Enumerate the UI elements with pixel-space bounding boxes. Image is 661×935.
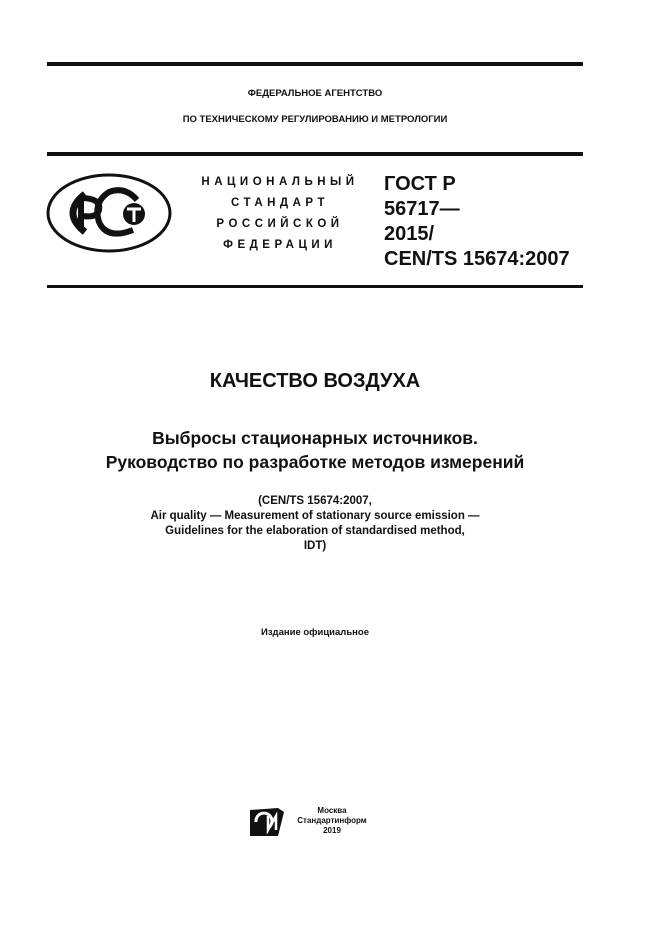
standard-type-line: НАЦИОНАЛЬНЫЙ — [201, 176, 359, 188]
subtitle-line: Руководство по разработке методов измерений — [105, 452, 525, 472]
standard-type — [196, 172, 364, 256]
subtitle-line: Выбросы стационарных источников. — [152, 428, 478, 448]
standard-type-line: РОССИЙСКОЙ — [216, 218, 344, 230]
document-title: КАЧЕСТВО ВОЗДУХА — [209, 370, 421, 392]
original-line: Air quality — Measurement of stationary source emission — — [150, 510, 480, 522]
designation-line: 2015/ — [384, 223, 435, 245]
designation-line: ГОСТ Р — [384, 173, 456, 195]
designation — [384, 172, 570, 272]
standard-type-line: ФЕДЕРАЦИИ — [223, 239, 337, 251]
publisher-city: Москва — [317, 806, 347, 815]
agency-line-1: ФЕДЕРАЛЬНОЕ АГЕНТСТВО — [247, 88, 383, 99]
header-rule — [47, 152, 583, 156]
original-line: IDT) — [303, 540, 327, 552]
designation-line: 56717— — [384, 198, 460, 220]
original-reference — [0, 494, 630, 554]
top-rule — [47, 62, 583, 66]
gost-logo-icon — [45, 172, 173, 254]
original-line: (CEN/TS 15674:2007, — [258, 495, 372, 507]
publisher-logo-icon — [248, 806, 286, 838]
publisher-year: 2019 — [323, 826, 341, 835]
agency-line-2: ПО ТЕХНИЧЕСКОМУ РЕГУЛИРОВАНИЮ И МЕТРОЛОГИИ — [182, 114, 448, 125]
standard-type-line: СТАНДАРТ — [231, 197, 329, 209]
header-bottom-rule — [47, 285, 583, 288]
publisher-info — [292, 806, 372, 836]
edition-note: Издание официальное — [261, 627, 369, 638]
publisher-name: Стандартинформ — [297, 816, 367, 825]
original-line: Guidelines for the elaboration of standardised method, — [165, 525, 465, 537]
designation-line: CEN/TS 15674:2007 — [384, 248, 570, 270]
document-subtitle — [0, 426, 630, 474]
